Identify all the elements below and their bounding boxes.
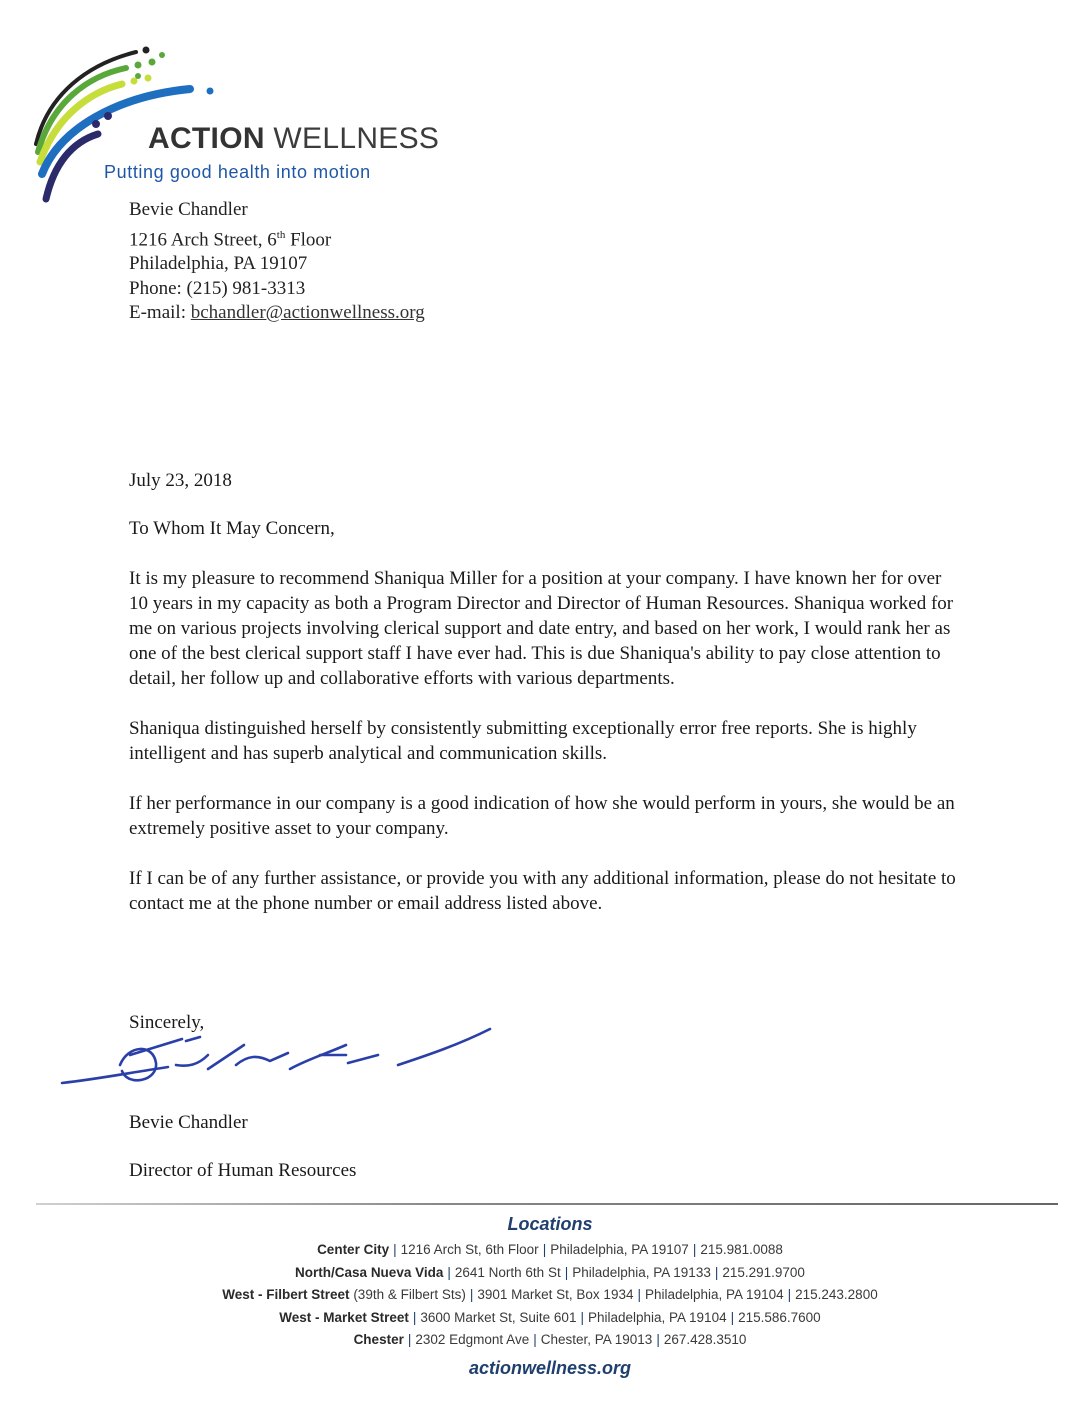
sender-block [129,198,425,326]
paragraph: If I can be of any further assistance, or provide you with any additional information, please do not hesitate to contact me at the phone number or email address listed above. [129,868,956,914]
footer [0,1214,1088,1379]
location-name: North/Casa Nueva Vida [295,1264,444,1280]
tagline: Putting good health into motion [104,162,371,182]
location-row [0,1307,1088,1330]
location-row [0,1262,1088,1285]
location-name: West - Filbert Street [222,1287,350,1302]
location-city: Philadelphia, PA 19107 [550,1242,689,1257]
separator: | [469,1287,474,1302]
signer-title: Director of Human Resources [129,1160,357,1181]
closing: Sincerely, [129,1012,205,1033]
location-address: 2302 Edgmont Ave [415,1332,530,1347]
separator: | [412,1309,417,1325]
location-note: (39th & Filbert Sts) [349,1287,466,1302]
brand-name [148,122,439,156]
address-street: 1216 Arch Street, 6 [129,228,277,250]
ordinal-suffix: th [276,228,286,241]
location-name: West - Market Street [279,1309,409,1325]
paragraph: Shaniqua distinguished herself by consistently submitting exceptionally error free reports. She is highly intelligent and has superb analytical and communication skills. [129,718,917,764]
location-name: Center City [317,1242,390,1257]
sender-phone: Phone: (215) 981-3313 [129,277,306,299]
brand-bold: ACTION [148,122,265,155]
paragraph: It is my pleasure to recommend Shaniqua Miller for a position at your company. I have known her for over 10 years in my capacity as both a Program Director and Director of Human Resources. Shaniqua worked for me on various projects involving clerical support and date entry, and based on her work, I would rank her as one of the best clerical support staff I have ever had. This is due Shaniqua's ability to pay close attention to detail, her follow up and collaborative efforts with various departments. [129,568,954,689]
location-city: Philadelphia, PA 19133 [572,1264,711,1280]
separator: | [407,1332,412,1347]
separator: | [542,1242,547,1257]
location-phone: 215.981.0088 [700,1242,783,1257]
separator: | [447,1264,451,1280]
separator: | [580,1309,584,1325]
location-phone: 215.586.7600 [738,1309,821,1325]
paragraph: If her performance in our company is a good indication of how she would perform in yours, she would be an extremely positive asset to your company. [129,793,955,839]
action-wellness-logo [28,34,448,204]
sender-address-line1 [129,223,425,253]
address-floor: Floor [285,228,332,250]
letter-body [129,566,959,941]
location-name: Chester [353,1332,404,1347]
separator: | [730,1309,735,1325]
separator: | [564,1264,569,1280]
footer-divider [36,1203,1058,1205]
location-row [0,1239,1088,1262]
email-link[interactable]: bchandler@actionwellness.org [190,302,425,324]
sender-address-line2: Philadelphia, PA 19107 [129,253,308,275]
email-label: E-mail: [129,302,191,324]
location-city: Chester, PA 19013 [540,1332,653,1347]
location-phone: 215.291.9700 [722,1264,805,1280]
sender-email-row [129,301,425,326]
sender-name: Bevie Chandler [129,199,248,220]
location-city: Philadelphia, PA 19104 [644,1287,784,1302]
separator: | [533,1332,537,1347]
location-address: 3600 Market St, Suite 601 [420,1309,577,1325]
separator: | [637,1287,641,1302]
separator: | [656,1332,660,1347]
brand-light: WELLNESS [264,122,440,155]
location-address: 1216 Arch St, 6th Floor [400,1242,539,1257]
signature-icon [58,1025,498,1095]
location-phone: 267.428.3510 [663,1332,747,1347]
location-city: Philadelphia, PA 19104 [587,1309,727,1325]
location-address: 3901 Market St, Box 1934 [477,1287,634,1302]
letter-date: July 23, 2018 [129,470,232,491]
website-link[interactable]: actionwellness.org [468,1357,632,1378]
separator: | [692,1242,697,1257]
signer-name: Bevie Chandler [129,1112,248,1133]
location-row [0,1329,1088,1352]
locations-title: Locations [507,1214,593,1234]
separator: | [787,1287,792,1302]
location-row [0,1284,1088,1307]
location-address: 2641 North 6th St [454,1264,561,1280]
salutation: To Whom It May Concern, [129,518,335,539]
location-phone: 215.243.2800 [795,1287,878,1302]
separator: | [714,1264,719,1280]
separator: | [393,1242,397,1257]
